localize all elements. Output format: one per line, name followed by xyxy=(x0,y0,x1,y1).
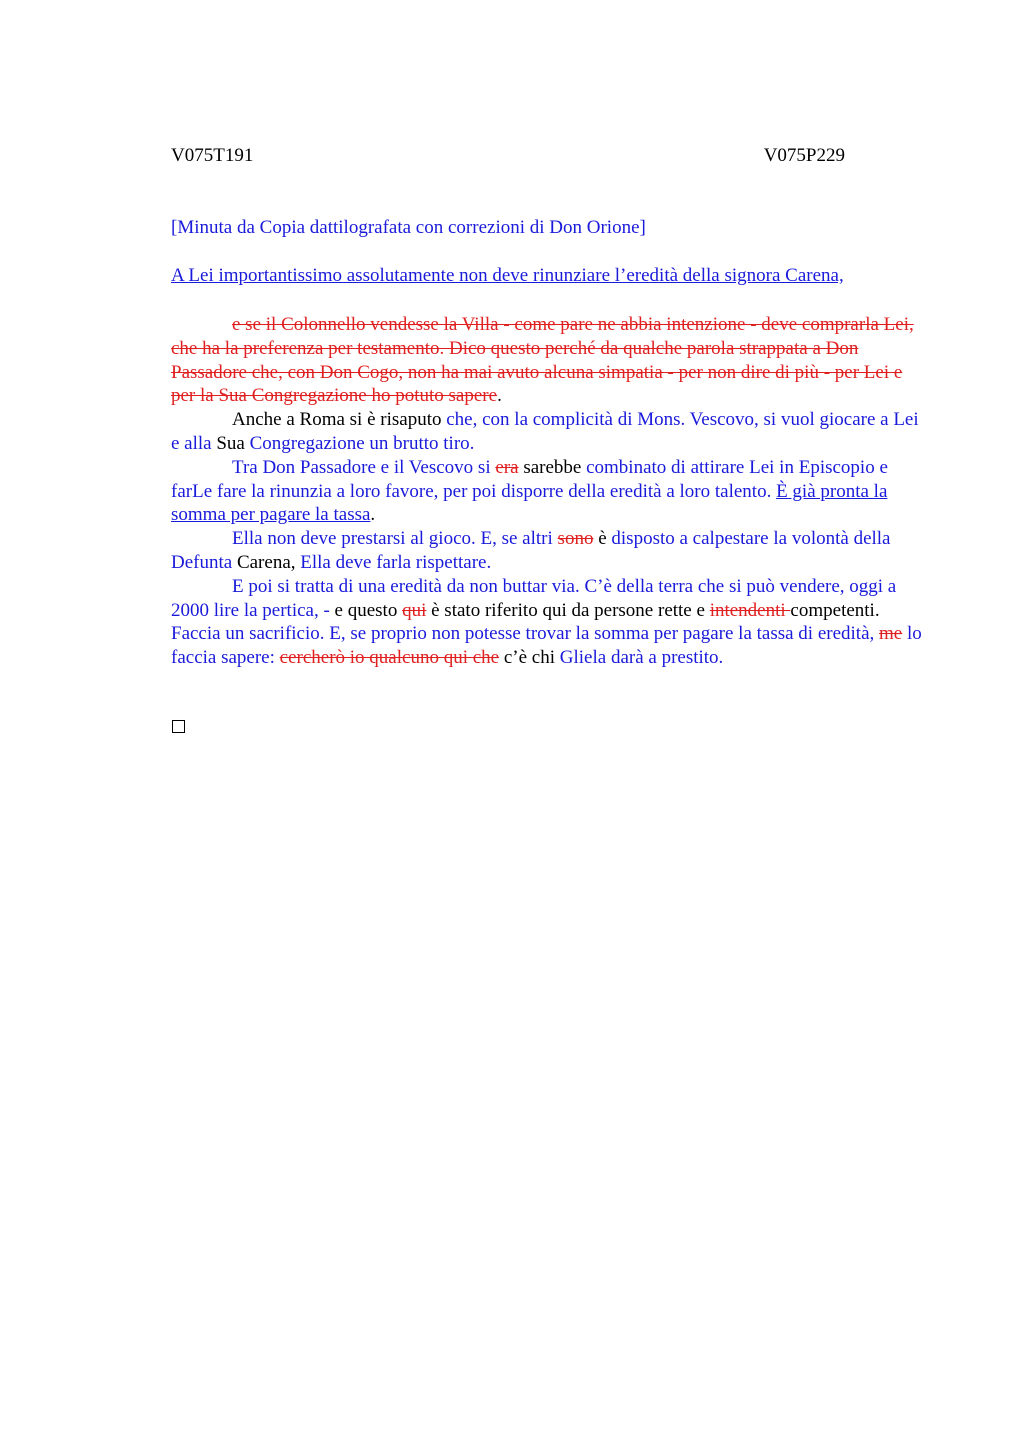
volume-text-code: V075T191 xyxy=(171,145,254,166)
typed-text: . xyxy=(370,504,376,526)
end-of-document-box xyxy=(172,720,185,733)
paragraph-1 xyxy=(171,313,927,408)
added-text: combinato di attirare Lei in Episcopio e farLe fare la rinunzia a loro favore, per poi disporre della eredità a loro talento. xyxy=(171,456,888,502)
paragraph-2 xyxy=(171,408,927,456)
added-text: E poi si tratta di una eredità da non buttar via. C’è della terra che si può vendere, oggi a 2000 lire la pertica, - xyxy=(171,575,897,621)
deleted-text: qui xyxy=(402,599,427,621)
added-text: Gliela darà a prestito. xyxy=(559,647,724,669)
added-text: Ella non deve prestarsi al gioco. E, se altri xyxy=(232,528,558,550)
added-text: Congregazione un brutto tiro. xyxy=(249,432,475,454)
added-text: che, con la complicità di Mons. Vescovo, si vuol giocare a Lei e alla xyxy=(171,409,919,454)
typed-text: competenti. xyxy=(790,599,880,621)
letter-body xyxy=(171,313,927,670)
paragraph-4 xyxy=(171,527,927,575)
deleted-text: intendenti xyxy=(709,599,791,621)
deleted-text: e se il Colonnello vendesse la Villa - come pare ne abbia intenzione - deve comprarla Lei, che ha la preferenza per testamento. Dico questo perché da qualche parola strappata a Don Passadore che, con Don Cogo, non ha mai avuto alcuna simpatia - per non dire di più - per Lei e per la Sua Congregazione ho potuto sapere xyxy=(171,314,914,407)
added-text: disposto a calpestare la volontà della Defunta xyxy=(171,528,891,573)
deleted-text: me xyxy=(879,623,903,645)
typed-text: è stato riferito qui da persone rette e xyxy=(426,599,710,621)
paragraph-3 xyxy=(171,456,927,527)
typed-text: è xyxy=(593,528,612,550)
deleted-text: cercherò io qualcuno qui che xyxy=(279,647,500,669)
deleted-text: sono xyxy=(557,528,594,550)
added-text: lo faccia sapere: xyxy=(171,623,922,669)
typed-text: Carena, xyxy=(236,551,301,573)
volume-page-code: V075P229 xyxy=(763,145,845,166)
document-codes xyxy=(171,145,845,171)
added-underlined-text: È già pronta la somma per pagare la tassa xyxy=(171,480,888,526)
added-text: Tra Don Passadore e il Vescovo si xyxy=(232,456,496,478)
editorial-note: [Minuta da Copia dattilografata con correzioni di Don Orione] xyxy=(171,217,646,238)
added-text: Faccia un sacrificio. E, se proprio non potesse trovar la somma per pagare la tassa di eredità, xyxy=(171,623,880,645)
typed-text: . xyxy=(497,385,502,407)
added-text: Ella deve farla rispettare. xyxy=(300,551,492,573)
deleted-text: era xyxy=(495,456,519,478)
underlined-headline: A Lei importantissimo assolutamente non deve rinunziare l’eredità della signora Carena, xyxy=(171,265,844,286)
typed-text: sarebbe xyxy=(518,456,587,478)
typed-text: Anche a Roma si è risaputo xyxy=(232,409,447,431)
typed-text: c’è chi xyxy=(499,647,560,669)
typed-text: Sua xyxy=(216,432,250,454)
paragraph-5 xyxy=(171,575,927,670)
typed-text: e questo xyxy=(334,599,403,621)
